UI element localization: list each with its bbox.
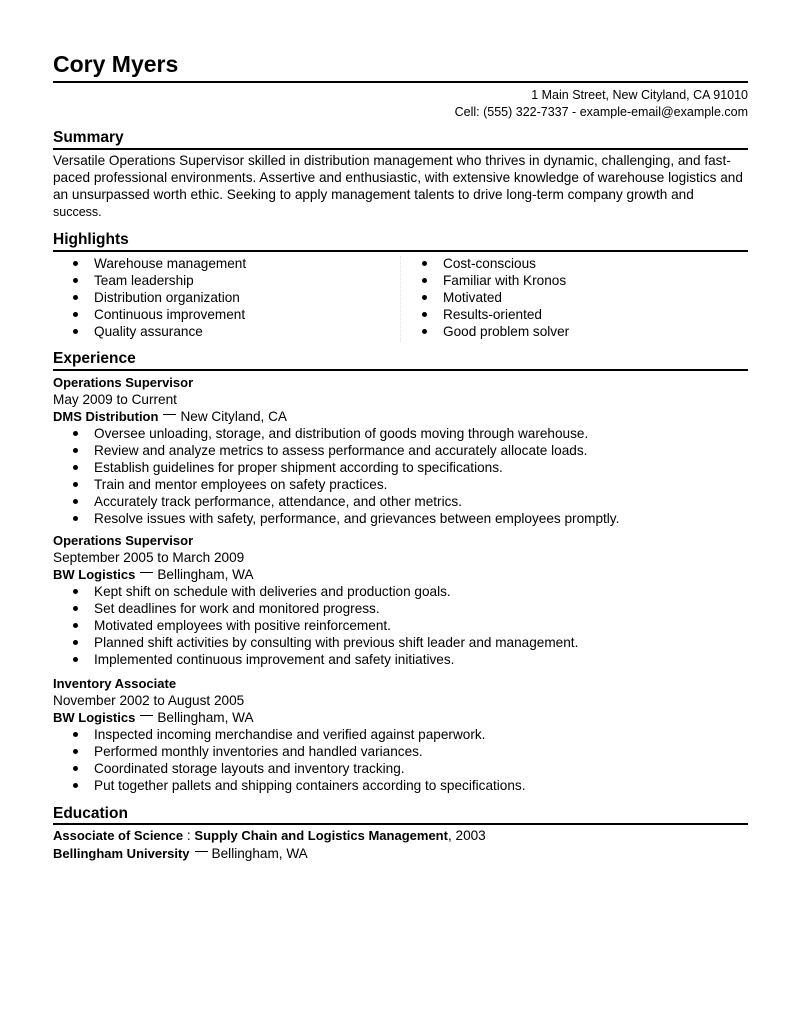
company-location: New Cityland, CA — [180, 409, 287, 424]
list-item: Warehouse management — [53, 255, 393, 272]
list-item: Implemented continuous improvement and safety initiatives. — [53, 651, 748, 668]
list-item: Resolve issues with safety, performance, and grievances between employees promptly. — [53, 510, 748, 527]
list-item: Kept shift on schedule with deliveries and production goals. — [53, 583, 748, 600]
degree-field: Supply Chain and Logistics Management — [194, 828, 448, 843]
bullet-icon — [73, 749, 78, 754]
bullet-icon — [73, 732, 78, 737]
bullet-icon — [73, 431, 78, 436]
bullet-icon — [73, 295, 78, 300]
school-line — [53, 845, 748, 863]
degree-separator: : — [183, 828, 195, 843]
job-entry — [53, 375, 748, 527]
job-dates: May 2009 to Current — [53, 392, 177, 407]
school-location: Bellingham, WA — [211, 846, 308, 861]
list-item: Familiar with Kronos — [402, 272, 742, 289]
list-item: Train and mentor employees on safety practices. — [53, 476, 748, 493]
list-item: Coordinated storage layouts and inventory tracking. — [53, 760, 748, 777]
bullet-icon — [73, 516, 78, 521]
job-duties — [53, 726, 748, 794]
bullet-icon — [73, 606, 78, 611]
dash-separator — [140, 715, 153, 716]
education-heading: Education — [53, 805, 128, 822]
summary-heading: Summary — [53, 129, 124, 146]
dash-separator — [140, 572, 153, 573]
company-name: BW Logistics — [53, 567, 136, 582]
bullet-icon — [73, 589, 78, 594]
education-entry — [53, 827, 748, 863]
contact-line: Cell: (555) 322-7337 - example-email@example.com — [454, 105, 748, 119]
bullet-icon — [73, 766, 78, 771]
bullet-icon — [422, 312, 427, 317]
company-location: Bellingham, WA — [157, 567, 254, 582]
list-item: Put together pallets and shipping containers according to specifications. — [53, 777, 748, 794]
bullet-icon — [422, 295, 427, 300]
degree-year: , 2003 — [447, 828, 486, 843]
dash-separator — [195, 851, 208, 852]
address-line: 1 Main Street, New Cityland, CA 91010 — [531, 88, 748, 102]
experience-divider — [53, 369, 748, 371]
bullet-icon — [73, 482, 78, 487]
bullet-icon — [422, 329, 427, 334]
bullet-icon — [73, 329, 78, 334]
degree-name: Associate of Science — [53, 828, 184, 843]
company-location: Bellingham, WA — [157, 710, 254, 725]
list-item: Review and analyze metrics to assess performance and accurately allocate loads. — [53, 442, 748, 459]
list-item: Results-oriented — [402, 306, 742, 323]
bullet-icon — [73, 278, 78, 283]
degree-line — [53, 827, 748, 845]
list-item: Set deadlines for work and monitored progress. — [53, 600, 748, 617]
job-duties — [53, 583, 748, 668]
bullet-icon — [73, 657, 78, 662]
highlights-divider — [53, 250, 748, 252]
bullet-icon — [422, 278, 427, 283]
bullet-icon — [73, 783, 78, 788]
bullet-icon — [73, 640, 78, 645]
bullet-icon — [422, 261, 427, 266]
job-entry — [53, 533, 748, 668]
job-title: Inventory Associate — [53, 676, 177, 691]
school-name: Bellingham University — [53, 846, 190, 861]
bullet-icon — [73, 261, 78, 266]
job-dates: September 2005 to March 2009 — [53, 550, 245, 565]
summary-line: success. — [53, 204, 102, 219]
name-divider — [53, 81, 748, 83]
bullet-icon — [73, 465, 78, 470]
bullet-icon — [73, 499, 78, 504]
job-title: Operations Supervisor — [53, 375, 194, 390]
bullet-icon — [73, 312, 78, 317]
job-company-line — [53, 709, 748, 726]
job-dates: November 2002 to August 2005 — [53, 693, 245, 708]
contact-block — [455, 87, 748, 121]
job-title: Operations Supervisor — [53, 533, 194, 548]
candidate-name: Cory Myers — [53, 51, 179, 77]
list-item: Team leadership — [53, 272, 393, 289]
list-item: Distribution organization — [53, 289, 393, 306]
highlights-heading: Highlights — [53, 231, 129, 248]
company-name: DMS Distribution — [53, 409, 159, 424]
list-item: Continuous improvement — [53, 306, 393, 323]
list-item: Oversee unloading, storage, and distribution of goods moving through warehouse. — [53, 425, 748, 442]
bullet-icon — [73, 623, 78, 628]
job-company-line — [53, 566, 748, 583]
dash-separator — [163, 414, 176, 415]
highlights-list-right — [402, 255, 742, 340]
summary-divider — [53, 148, 748, 150]
summary-text — [53, 152, 748, 221]
list-item: Planned shift activities by consulting with previous shift leader and management. — [53, 634, 748, 651]
highlights-column-divider — [400, 256, 401, 342]
list-item: Inspected incoming merchandise and verified against paperwork. — [53, 726, 748, 743]
summary-line: paced professional environments. Assertive and enthusiastic, with extensive knowledge of warehouse logistics and — [53, 170, 743, 186]
job-entry — [53, 676, 748, 794]
experience-heading: Experience — [53, 350, 136, 367]
summary-line: an unsurpassed worth ethic. Seeking to apply management talents to drive long-term company growth and — [53, 187, 694, 203]
company-name: BW Logistics — [53, 710, 136, 725]
summary-line: Versatile Operations Supervisor skilled in distribution management who thrives in dynamic, challenging, and fast- — [53, 153, 731, 168]
list-item: Motivated employees with positive reinforcement. — [53, 617, 748, 634]
job-company-line — [53, 408, 748, 425]
list-item: Motivated — [402, 289, 742, 306]
list-item: Establish guidelines for proper shipment according to specifications. — [53, 459, 748, 476]
job-duties — [53, 425, 748, 527]
highlights-list-left — [53, 255, 393, 340]
list-item: Performed monthly inventories and handled variances. — [53, 743, 748, 760]
education-divider — [53, 823, 748, 825]
bullet-icon — [73, 448, 78, 453]
list-item: Cost-conscious — [402, 255, 742, 272]
list-item: Good problem solver — [402, 323, 742, 340]
list-item: Accurately track performance, attendance, and other metrics. — [53, 493, 748, 510]
list-item: Quality assurance — [53, 323, 393, 340]
